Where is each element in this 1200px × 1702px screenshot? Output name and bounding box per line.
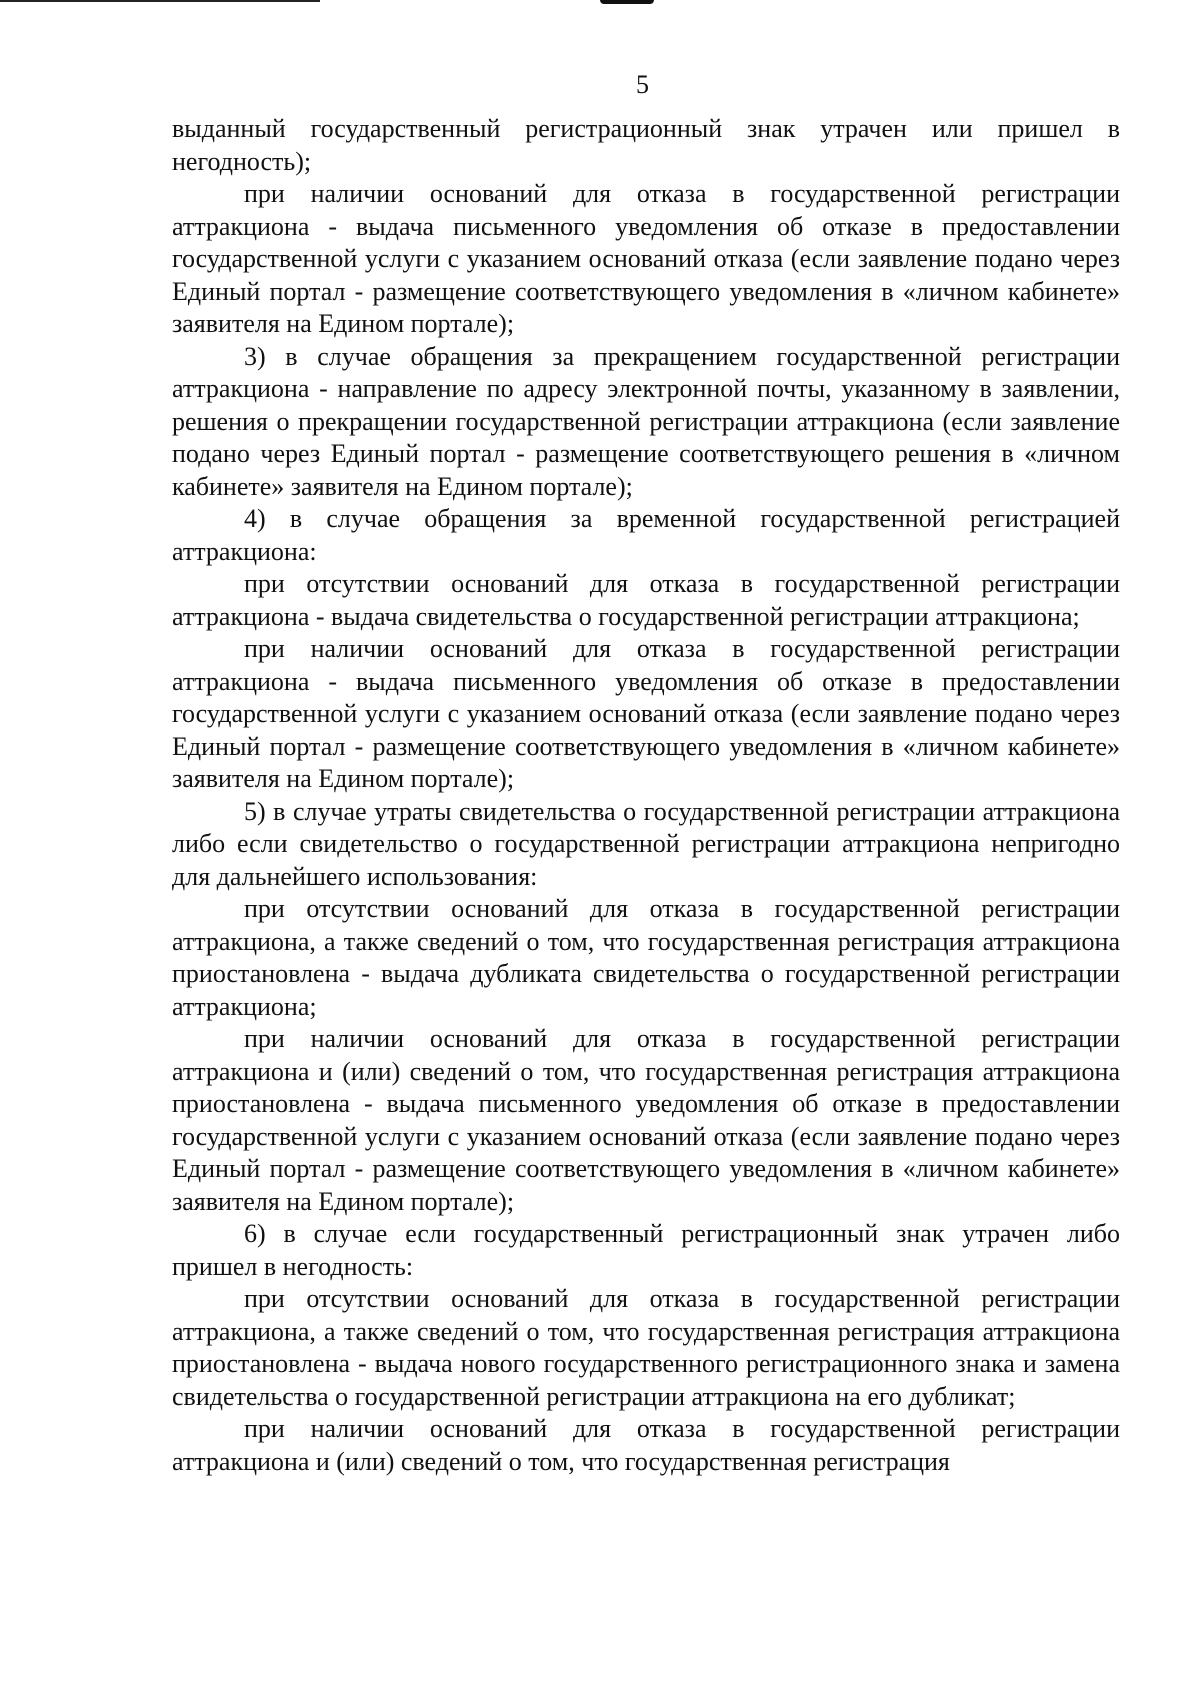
paragraph: 3) в случае обращения за прекращением государственной регистрации аттракциона - направление по адресу электронной почты, указанному в заявлении, решения о прекращении государственной регистрации аттракциона (если заявление подано через Единый портал - размещение соответствующего решения в «личном кабинете» заявителя на Едином портале); [172, 341, 1120, 501]
paragraph: 6) в случае если государственный регистрационный знак утрачен либо пришел в негодность: [172, 1219, 1120, 1281]
paragraph: 5) в случае утраты свидетельства о государственной регистрации аттракциона либо если свидетельство о государственной регистрации аттракциона непригодно для дальнейшего использования: [172, 796, 1120, 891]
scan-edge-line [0, 0, 320, 2]
paragraph: при наличии оснований для отказа в государственной регистрации аттракциона и (или) сведений о том, что государственная регистрация аттракциона приостановлена - выдача письменного уведомления об отказе в предоставлении государственной услуги с указанием оснований отказа (если заявление подано через Единый портал - размещение соответствующего уведомления в «личном кабинете» заявителя на Едином портале); [172, 1024, 1120, 1216]
paragraph: при отсутствии оснований для отказа в государственной регистрации аттракциона, а также сведений о том, что государственная регистрация аттракциона приостановлена - выдача дубликата свидетельства о государственной регистрации аттракциона; [172, 894, 1120, 1021]
paragraph: при наличии оснований для отказа в государственной регистрации аттракциона - выдача письменного уведомления об отказе в предоставлении государственной услуги с указанием оснований отказа (если заявление подано через Единый портал - размещение соответствующего уведомления в «личном кабинете» заявителя на Едином портале); [172, 179, 1120, 338]
paragraph: при отсутствии оснований для отказа в государственной регистрации аттракциона, а также сведений о том, что государственная регистрация аттракциона приостановлена - выдача нового государственного регистрационного знака и замена свидетельства о государственной регистрации аттракциона на его дубликат; [172, 1284, 1120, 1411]
paragraph: при наличии оснований для отказа в государственной регистрации аттракциона - выдача письменного уведомления об отказе в предоставлении государственной услуги с указанием оснований отказа (если заявление подано через Единый портал - размещение соответствующего уведомления в «личном кабинете» заявителя на Едином портале); [172, 634, 1120, 793]
paragraph: при наличии оснований для отказа в государственной регистрации аттракциона и (или) сведений о том, что государственная регистрация [172, 1414, 1120, 1476]
paragraph: при отсутствии оснований для отказа в государственной регистрации аттракциона - выдача свидетельства о государственной регистрации аттракциона; [172, 569, 1120, 631]
document-body [172, 113, 1120, 1478]
paragraph: выданный государственный регистрационный знак утрачен или пришел в негодность); [172, 114, 1120, 176]
scan-staple-mark [600, 0, 654, 4]
page-number: 5 [636, 70, 649, 99]
paragraph: 4) в случае обращения за временной государственной регистрацией аттракциона: [172, 504, 1120, 566]
